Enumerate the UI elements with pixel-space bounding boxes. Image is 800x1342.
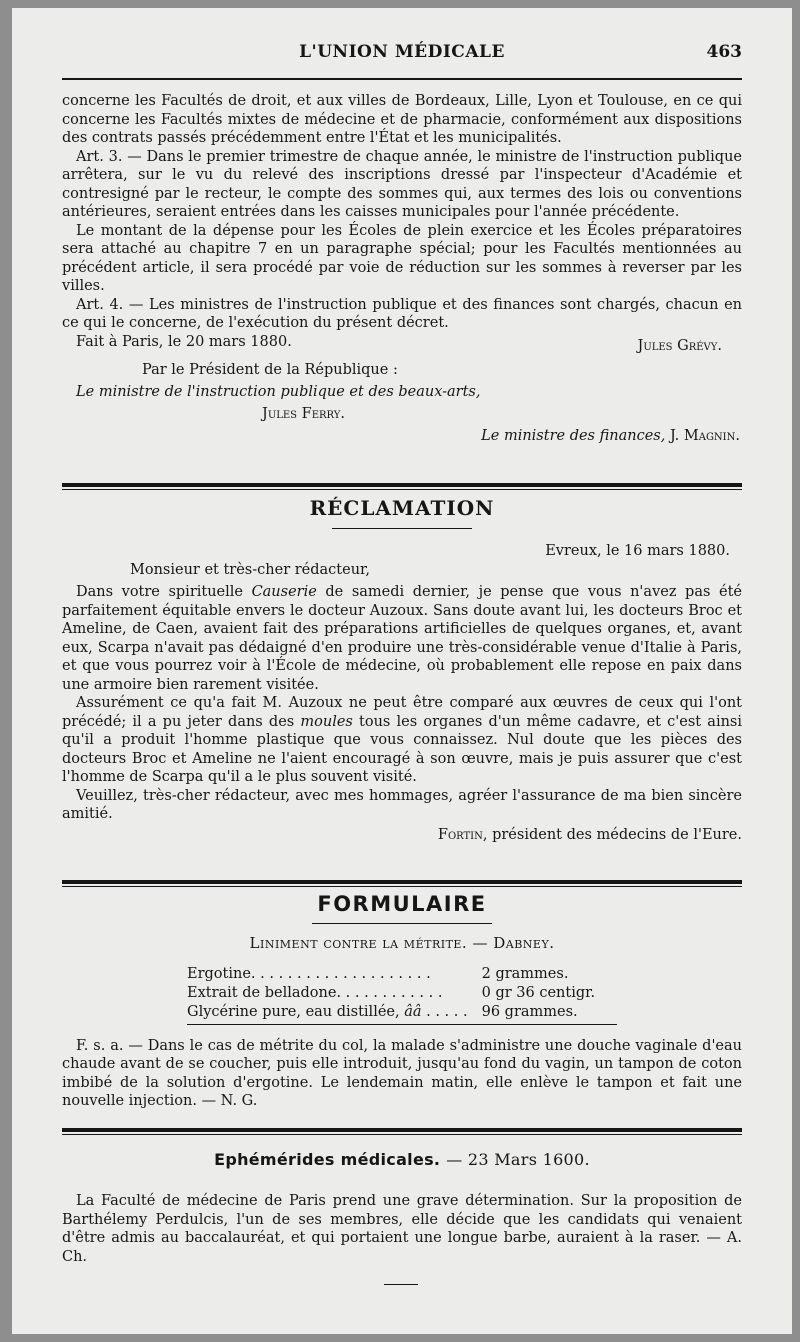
recipe-row bbox=[187, 1003, 595, 1022]
signature-ferry: Jules Ferry. bbox=[262, 405, 345, 422]
section-rule bbox=[62, 483, 742, 487]
signature-magnin: J. Magnin. bbox=[669, 427, 740, 444]
ingredient-qty: 0 gr 36 centigr. bbox=[481, 985, 596, 1001]
heading-underline bbox=[332, 528, 472, 529]
decree-section bbox=[62, 92, 742, 447]
header-rule bbox=[62, 78, 742, 80]
section-rule bbox=[62, 1134, 742, 1135]
decree-paragraph: Art. 3. — Dans le premier trimestre de chaque année, le ministre de l'instruction publique arrêtera, sur le vu du relevé des inscriptions dressé par l'inspecteur d'Académie et contresigné par le recteur, le compte des sommes qui, aux termes des lois ou conventions antérieures, seraient entrées dans les caisses municipales pour l'année précédente. bbox=[62, 148, 742, 220]
recipe-title: Liniment contre la métrite. — Dabney. bbox=[249, 934, 555, 952]
decree-paragraph: concerne les Facultés de droit, et aux villes de Bordeaux, Lille, Lyon et Toulouse, en ce qui concerne les Facultés mixtes de médecine et de pharmacie, conformément aux dispositions des contrats passés précédemment entre l'État et les municipalités. bbox=[62, 93, 742, 146]
reclamation-dateline: Evreux, le 16 mars 1880. bbox=[545, 543, 730, 559]
reclamation-section bbox=[62, 542, 742, 844]
ephemerides-heading: Ephémérides médicales. — 23 Mars 1600. bbox=[214, 1150, 590, 1169]
ingredient-name: Ergotine. . . . . . . . . . . . . . . . . . . . bbox=[187, 966, 431, 982]
section-rule bbox=[62, 880, 742, 884]
ephemerides-text: La Faculté de médecine de Paris prend une grave détermination. Sur la proposition de Barthélemy Perdulcis, l'un de ses membres, elle décide que les candidats qui venaient d'être admis au baccalauréat, et qui portaient une longue barbe, auraient à la raser. — A. Ch. bbox=[62, 1193, 742, 1265]
minister-instruction-line: Le ministre de l'instruction publique et des beaux-arts, bbox=[76, 383, 481, 400]
page bbox=[12, 8, 792, 1334]
formulaire-heading: FORMULAIRE bbox=[317, 892, 487, 916]
page-number: 463 bbox=[706, 42, 742, 62]
recipe-instructions: F. s. a. — Dans le cas de métrite du col, la malade s'administre une douche vaginale d'eau chaude avant de se coucher, puis elle introduit, jusqu'au fond du vagin, un tampon de coton imbibé de la solution d'ergotine. Le lendemain matin, elle enlève le tampon et fait une nouvelle injection. — N. G. bbox=[62, 1037, 742, 1109]
decree-paragraph: Art. 4. — Les ministres de l'instruction publique et des finances sont chargés, chacun en ce qui le concerne, de l'exécution du présent décret. bbox=[62, 296, 742, 331]
reclamation-salutation: Monsieur et très-cher rédacteur, bbox=[130, 561, 370, 578]
reclamation-heading: RÉCLAMATION bbox=[309, 496, 495, 520]
decree-paragraph: Le montant de la dépense pour les Écoles de plein exercice et les Écoles préparatoires sera attaché au chapitre 7 en un paragraphe spécial; pour les Facultés mentionnées au précédent article, il sera procédé par voie de réduction sur les sommes à reverser par les villes. bbox=[62, 222, 742, 294]
ingredient-name: Glycérine pure, eau distillée, ââ . . . . . bbox=[187, 1004, 468, 1020]
recipe-row bbox=[187, 965, 595, 984]
section-rule bbox=[62, 1128, 742, 1132]
running-header bbox=[62, 42, 742, 66]
section-rule bbox=[62, 489, 742, 490]
ephemerides-section bbox=[62, 1192, 742, 1266]
page-title: L'UNION MÉDICALE bbox=[299, 42, 505, 62]
heading-underline bbox=[312, 923, 492, 924]
formulaire-section bbox=[62, 934, 742, 1111]
minister-finances-line: Le ministre des finances, bbox=[481, 427, 666, 444]
reclamation-paragraph-3: Veuillez, très-cher rédacteur, avec mes hommages, agréer l'assurance de ma bien sincère amitié. bbox=[62, 787, 742, 822]
reclamation-paragraph-2: Assurément ce qu'a fait M. Auzoux ne peut être comparé aux œuvres de ceux qui l'ont précédé; il a pu jeter dans des moules tous les organes d'un même cadavre, et c'est ainsi qu'il a produit l'homme plastique que vous connaissez. Nul doute que les pièces des docteurs Broc et Ameline ne l'aient encouragé à son œuvre, mais je puis assurer que c'est l'homme de Scarpa qu'il a le plus souvent visité. bbox=[62, 695, 742, 785]
ingredient-qty: 2 grammes. bbox=[481, 966, 569, 982]
reclamation-paragraph-1: Dans votre spirituelle Causerie de samedi dernier, je pense que vous n'avez pas été parfaitement équitable envers le docteur Auzoux. Sans doute avant lui, les docteurs Broc et Ameline, de Caen, avaient fait des préparations artificielles de quelques organes, et, avant eux, Scarpa n'avait pas dédaigné d'en produire une très-considérable venue d'Italie à Paris, et que vous pourrez voir à l'École de médecine, où probablement elle repose en paix dans une armoire bien rarement visitée. bbox=[62, 584, 742, 693]
decree-date: Fait à Paris, le 20 mars 1880. bbox=[76, 333, 292, 350]
signature-grevy: Jules Grévy. bbox=[637, 337, 722, 354]
ingredient-qty: 96 grammes. bbox=[481, 1004, 578, 1020]
end-rule bbox=[384, 1284, 418, 1285]
recipe-row bbox=[187, 984, 595, 1003]
ingredient-name: Extrait de belladone. . . . . . . . . . . . bbox=[187, 985, 443, 1001]
section-rule bbox=[62, 886, 742, 887]
by-president-line: Par le Président de la République : bbox=[142, 361, 398, 378]
recipe-table bbox=[187, 965, 595, 1022]
recipe-rule bbox=[187, 1024, 617, 1025]
reclamation-signature: Fortin, président des médecins de l'Eure. bbox=[437, 826, 742, 843]
